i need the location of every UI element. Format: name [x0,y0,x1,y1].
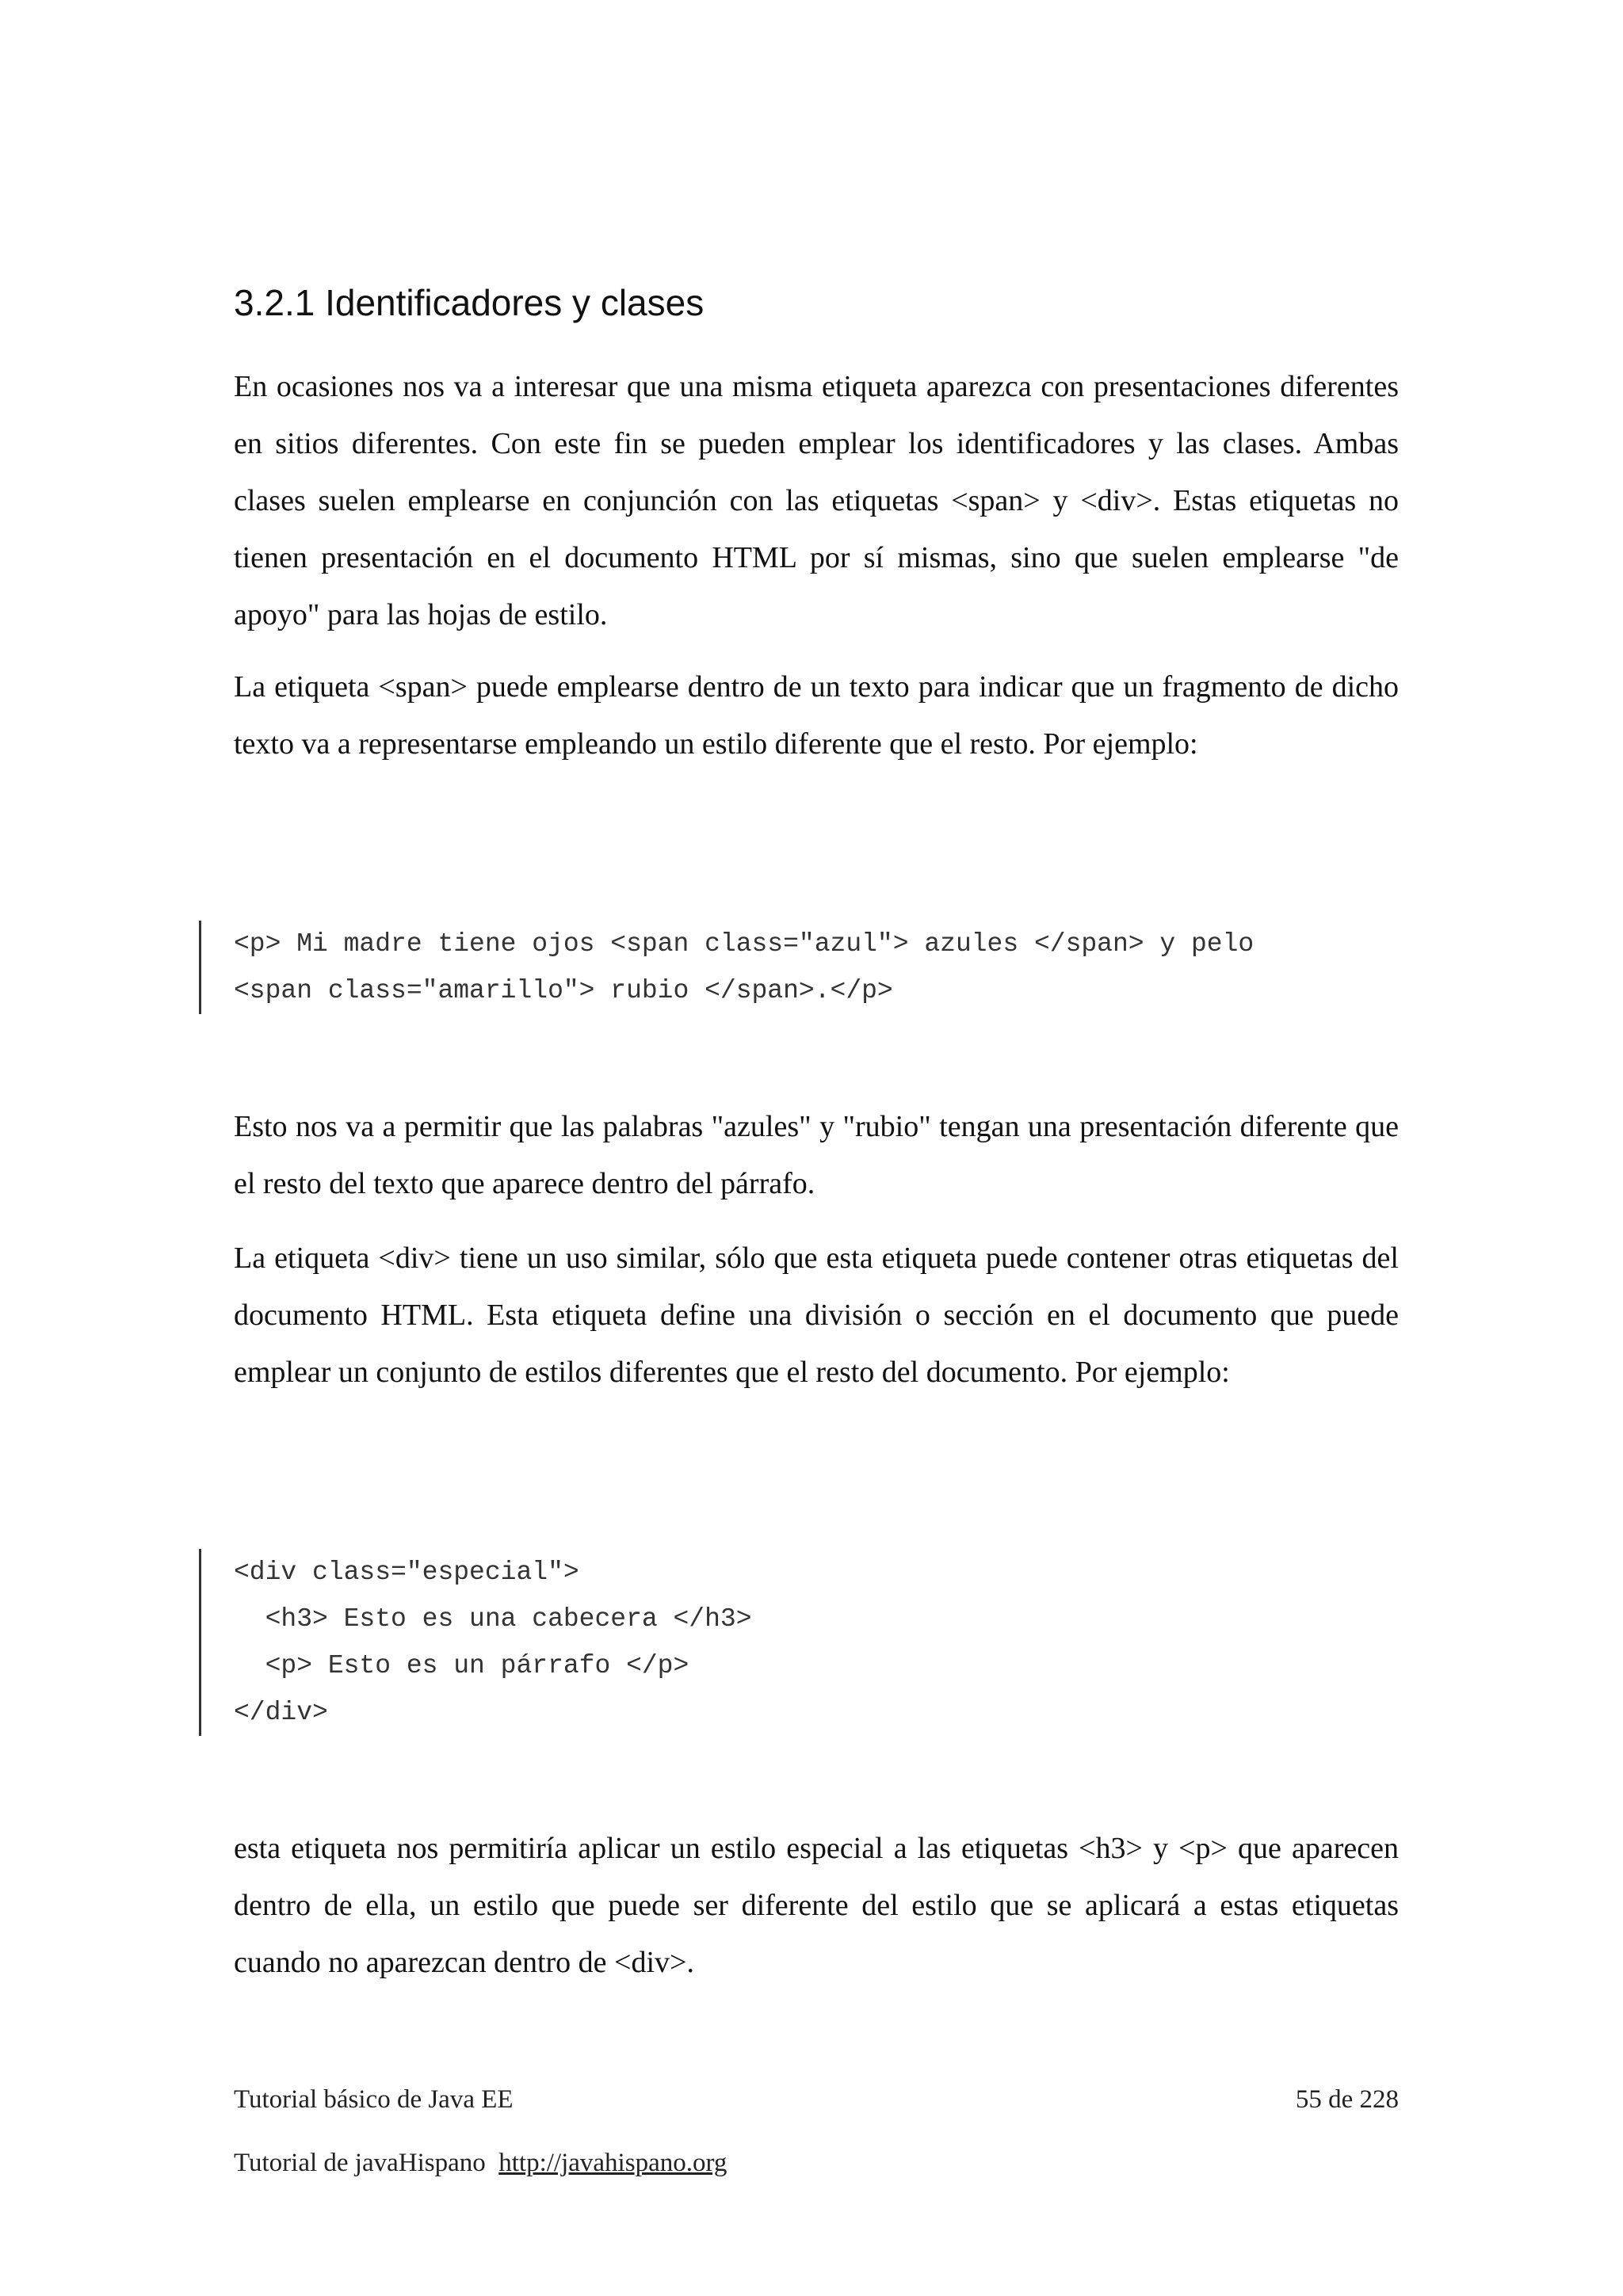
paragraph-span-explanation: La etiqueta <span> puede emplearse dentro de un texto para indicar que un fragmento de dicho texto va a representarse empleando un estilo diferente que el resto. Por ejemplo: [234,670,1399,761]
code-line: </div> [234,1698,328,1727]
footer-source [234,2149,727,2178]
code-line: <p> Mi madre tiene ojos <span class="azul"> azules </span> y pelo [234,929,1254,959]
code-line: <div class="especial"> [234,1558,579,1587]
code-block-span-example [199,921,1254,1014]
code-block-div-example [199,1549,752,1736]
paragraph-intro: En ocasiones nos va a interesar que una misma etiqueta aparezca con presentaciones diferentes en sitios diferentes. Con este fin se pueden emplear los identificadores y las clases. Ambas clases suelen emplearse en conjunción con las etiquetas <span> y <div>. Estas etiquetas no tienen presentación en el documento HTML por sí mismas, sino que suelen emplearse "de apoyo" para las hojas de estilo. [234,370,1399,631]
code-line: <h3> Esto es una cabecera </h3> [234,1604,752,1634]
paragraph-span-result: Esto nos va a permitir que las palabras "azules" y "rubio" tengan una presentación diferente que el resto del texto que aparece dentro del párrafo. [234,1110,1399,1200]
paragraph-div-explanation: La etiqueta <div> tiene un uso similar, sólo que esta etiqueta puede contener otras etiquetas del documento HTML. Esta etiqueta define una división o sección en el documento que puede emplear un conjunto de estilos diferentes que el resto del documento. Por ejemplo: [234,1241,1399,1389]
code-line: <span class="amarillo"> rubio </span>.</p> [234,976,893,1005]
footer-page-number: 55 de 228 [1295,2085,1399,2114]
code-line: <p> Esto es un párrafo </p> [234,1651,689,1680]
section-heading: 3.2.1 Identificadores y clases [234,282,705,323]
footer-book-title: Tutorial básico de Java EE [234,2085,514,2114]
footer-source-link[interactable]: http://javahispano.org [498,2149,727,2177]
footer-source-label: Tutorial de javaHispano [234,2149,499,2177]
paragraph-div-result: esta etiqueta nos permitiría aplicar un estilo especial a las etiquetas <h3> y <p> que aparecen dentro de ella, un estilo que puede ser diferente del estilo que se aplicará a estas etiquetas cuando no aparezcan dentro de <div>. [234,1832,1399,1979]
